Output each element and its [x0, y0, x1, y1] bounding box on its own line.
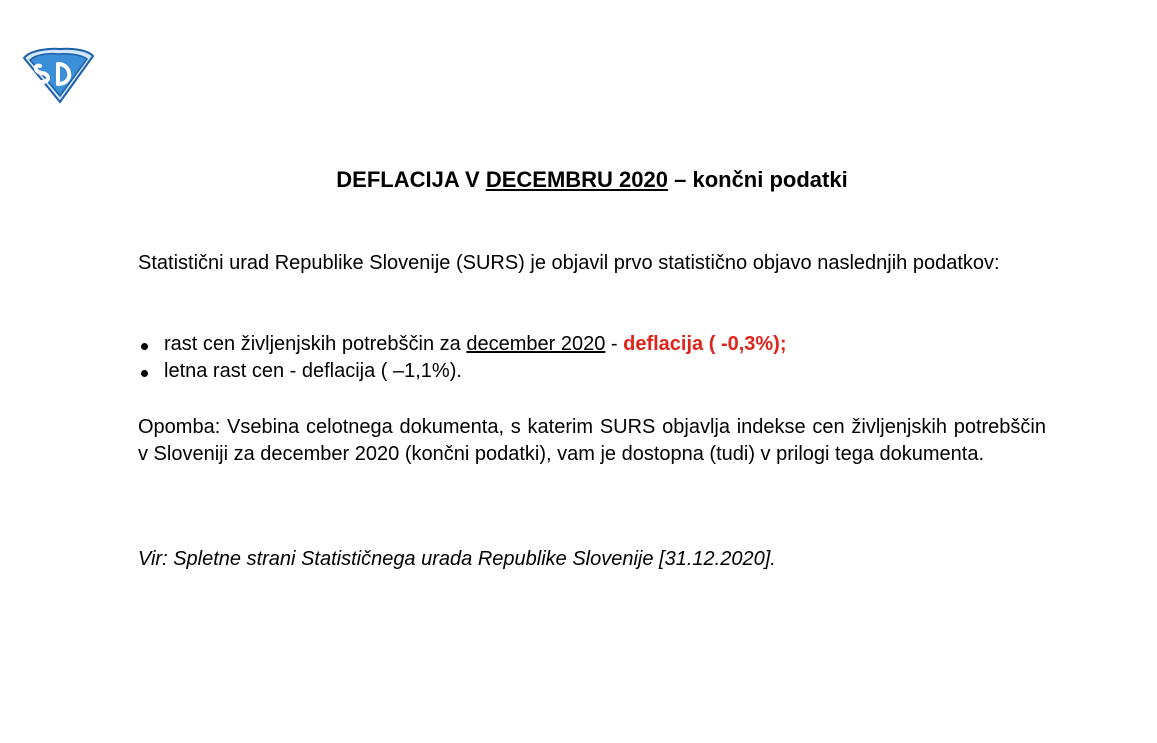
intro-paragraph: Statistični urad Republike Slovenije (SURS) je objavil prvo statistično objavo naslednjih podatkov:: [138, 252, 1000, 274]
bullet-list: [138, 331, 1046, 385]
title-underlined: DECEMBRU 2020: [485, 167, 668, 192]
bullet-icon: [141, 343, 148, 350]
title-part1: DEFLACIJA V: [336, 167, 486, 192]
bullet-1-text: rast cen življenjskih potrebščin za: [164, 333, 467, 355]
page-title: [138, 166, 1046, 194]
logo-icon: [20, 46, 96, 104]
bullet-1-middle: -: [605, 333, 624, 355]
title-part2: – končni podatki: [668, 167, 848, 192]
note-paragraph: Opomba: Vsebina celotnega dokumenta, s katerim SURS objavlja indekse cen življenjskih potrebščin v Sloveniji za december 2020 (končni podatki), vam je dostopna (tudi) v prilogi tega dokumenta.: [138, 416, 1046, 465]
bullet-1-highlight: deflacija ( -0,3%);: [623, 333, 787, 355]
source-line: Vir: Spletne strani Statističnega urada Republike Slovenije [31.12.2020].: [138, 548, 776, 570]
bullet-icon: [141, 370, 148, 377]
bullet-1-underlined: december 2020: [466, 333, 606, 355]
list-item: [138, 358, 1046, 385]
bullet-2-text: letna rast cen - deflacija ( –1,1%).: [164, 360, 462, 382]
list-item: [138, 331, 1046, 358]
